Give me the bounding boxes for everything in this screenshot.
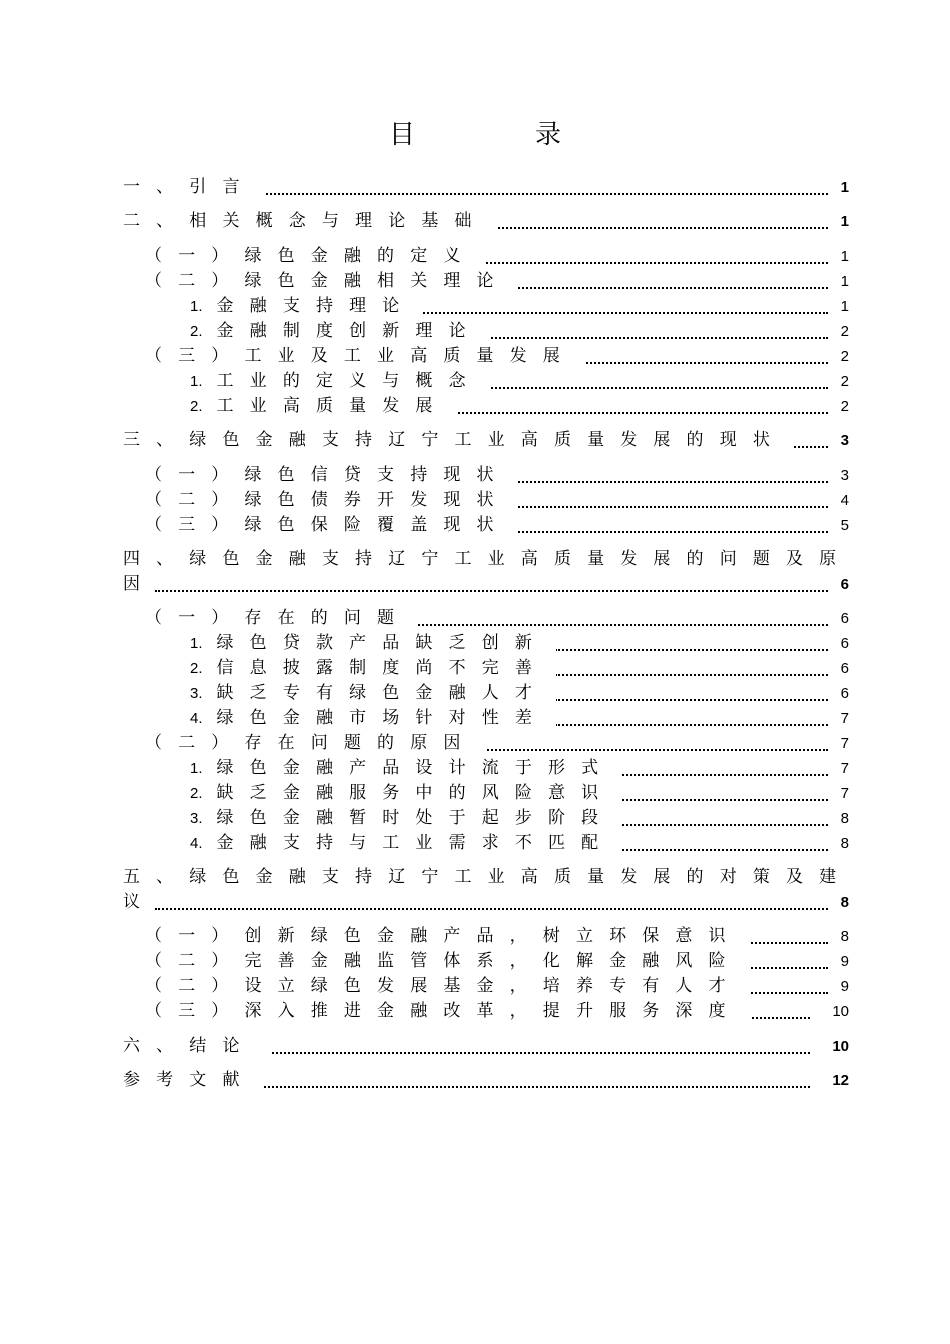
toc-page-number: 7 <box>840 735 849 752</box>
toc-page-number: 9 <box>840 953 849 970</box>
toc-leader <box>505 490 828 508</box>
toc-leader <box>555 708 828 726</box>
toc-leader <box>420 296 828 314</box>
toc-entry-text: （三）绿色保险覆盖现状 <box>145 513 518 538</box>
toc-page-number: 7 <box>840 760 849 777</box>
toc-entry-number: 1. <box>190 760 203 777</box>
toc-entry[interactable] <box>0 731 950 756</box>
toc-leader <box>488 371 828 389</box>
toc-entry-text: （三）深入推进金融改革，提升服务深度 <box>145 999 750 1024</box>
toc-entry[interactable] <box>0 706 950 731</box>
toc-entry-text: （一）创新绿色金融产品，树立环保意识 <box>145 924 750 949</box>
toc-entry[interactable] <box>0 244 950 269</box>
toc-page-number: 8 <box>840 835 849 852</box>
toc-entry-text: 绿色金融产品设计流于形式 <box>216 758 615 778</box>
toc-entry[interactable] <box>0 681 950 706</box>
toc-entry-text: （一）存在的问题 <box>145 606 418 631</box>
toc-entry[interactable] <box>0 924 950 949</box>
toc-entry[interactable] <box>0 631 950 656</box>
toc-entry[interactable] <box>0 547 950 597</box>
toc-leader <box>740 926 828 944</box>
toc-entry-text: （一）绿色金融的定义 <box>145 244 485 269</box>
toc-page-number: 7 <box>840 710 849 727</box>
toc-leader <box>255 177 828 195</box>
toc-entry-number: 2. <box>190 785 203 802</box>
toc-entry-text-continued: 议 <box>123 890 148 915</box>
toc-page-number: 1 <box>840 248 849 265</box>
toc-entry[interactable] <box>0 369 950 394</box>
toc-leader <box>740 1001 810 1019</box>
toc-leader <box>505 271 828 289</box>
toc-page-number: 10 <box>832 1038 849 1055</box>
toc-page-number: 4 <box>840 492 849 509</box>
toc-page-number: 1 <box>840 298 849 315</box>
toc-entry-number: 1. <box>190 635 203 652</box>
toc-entry[interactable] <box>0 513 950 538</box>
toc-entry[interactable] <box>0 831 950 856</box>
toc-entry-number: 1. <box>190 298 203 315</box>
toc-page-number: 8 <box>840 894 849 911</box>
toc-entry-number: 4. <box>190 710 203 727</box>
page-title <box>0 117 950 153</box>
toc-entry[interactable] <box>0 319 950 344</box>
toc-leader <box>505 515 828 533</box>
toc-page-number: 9 <box>840 978 849 995</box>
toc-entry-text: 信息披露制度尚不完善 <box>216 658 549 678</box>
toc-leader <box>790 430 828 448</box>
toc-leader <box>740 951 828 969</box>
toc-leader <box>272 1036 810 1054</box>
toc-entry[interactable] <box>0 806 950 831</box>
toc-entry-number: 4. <box>190 835 203 852</box>
toc-page-number: 2 <box>840 323 849 340</box>
toc-entry[interactable] <box>0 656 950 681</box>
toc-leader <box>622 783 828 801</box>
toc-entry-text: 四、绿色金融支持辽宁工业高质量发展的问题及原 <box>123 547 860 572</box>
toc-entry-text: 工业高质量发展 <box>216 396 449 416</box>
toc-entry-text: 一、引言 <box>123 175 264 200</box>
toc-entry-text: 参考文献 <box>123 1068 264 1093</box>
toc-page-number: 5 <box>840 517 849 534</box>
toc-leader <box>555 683 828 701</box>
toc-page-number: 2 <box>840 373 849 390</box>
toc-entry-text: 缺乏专有绿色金融人才 <box>216 683 549 703</box>
toc-entry[interactable] <box>0 269 950 294</box>
toc-entry[interactable] <box>0 949 950 974</box>
toc-entry-number: 2. <box>190 323 203 340</box>
toc-leader <box>488 321 828 339</box>
toc-entry[interactable] <box>0 175 950 200</box>
toc-entry[interactable] <box>0 1068 950 1093</box>
toc-entry[interactable] <box>0 606 950 631</box>
toc-page-number: 2 <box>840 348 849 365</box>
toc-page-number: 7 <box>840 785 849 802</box>
toc-entry[interactable] <box>0 294 950 319</box>
toc-leader <box>573 346 828 364</box>
toc-entry-number: 2. <box>190 660 203 677</box>
toc-leader <box>255 1070 810 1088</box>
toc-entry-text-continued: 因 <box>123 572 148 597</box>
toc-entry-text: 五、绿色金融支持辽宁工业高质量发展的对策及建 <box>123 865 860 890</box>
toc-leader <box>470 246 828 264</box>
toc-entry-text: 缺乏金融服务中的风险意识 <box>216 783 615 803</box>
toc-leader <box>505 465 828 483</box>
toc-entry[interactable] <box>0 344 950 369</box>
toc-entry-text: 绿色金融暂时处于起步阶段 <box>216 808 615 828</box>
toc-leader <box>155 574 828 592</box>
toc-entry-text: （一）绿色信贷支持现状 <box>145 463 518 488</box>
toc-leader <box>622 808 828 826</box>
toc-page-number: 10 <box>832 1003 849 1020</box>
toc-entry-text: 金融制度创新理论 <box>216 321 482 341</box>
toc-entry[interactable] <box>0 974 950 999</box>
toc-leader <box>622 833 828 851</box>
toc-page-number: 2 <box>840 398 849 415</box>
toc-page-number: 8 <box>840 928 849 945</box>
toc-entry-number: 3. <box>190 685 203 702</box>
toc-entry[interactable] <box>0 488 950 513</box>
toc-entry-text: （二）完善金融监管体系，化解金融风险 <box>145 949 750 974</box>
toc-page-number: 3 <box>840 432 849 449</box>
toc-page-number: 6 <box>840 610 849 627</box>
toc-entry[interactable] <box>0 756 950 781</box>
toc-page-number: 1 <box>840 213 849 230</box>
toc-page-number: 1 <box>840 179 849 196</box>
toc-entry-text: （二）存在问题的原因 <box>145 731 485 756</box>
toc-leader <box>555 658 828 676</box>
toc-leader <box>622 758 828 776</box>
toc-entry-text: （三）工业及工业高质量发展 <box>145 344 584 369</box>
toc-page-number: 6 <box>840 635 849 652</box>
toc-page-number: 12 <box>832 1072 849 1089</box>
toc-entry[interactable] <box>0 394 950 419</box>
toc-entry[interactable] <box>0 999 950 1024</box>
title-char-1: 目 <box>388 120 415 150</box>
toc-leader <box>485 211 828 229</box>
toc-entry-number: 2. <box>190 398 203 415</box>
toc-entry[interactable] <box>0 463 950 488</box>
toc-page-number: 8 <box>840 810 849 827</box>
toc-entry-text: 二、相关概念与理论基础 <box>123 209 496 234</box>
toc-leader <box>740 976 828 994</box>
toc-entry-text: 三、绿色金融支持辽宁工业高质量发展的现状 <box>123 428 794 453</box>
toc-leader <box>405 608 828 626</box>
toc-entry[interactable] <box>0 865 950 915</box>
toc-entry[interactable] <box>0 209 950 234</box>
toc-leader <box>155 892 828 910</box>
toc-leader <box>472 733 828 751</box>
toc-page-number: 6 <box>840 660 849 677</box>
toc-entry-text: （二）绿色债券开发现状 <box>145 488 518 513</box>
toc-entry-text: 六、结论 <box>123 1034 264 1059</box>
toc-page-number: 6 <box>840 685 849 702</box>
toc-leader <box>555 633 828 651</box>
title-char-2: 录 <box>535 120 562 150</box>
toc-entry-text: 绿色金融市场针对性差 <box>216 708 549 728</box>
toc-entry-text: （二）设立绿色发展基金，培养专有人才 <box>145 974 750 999</box>
toc-entry[interactable] <box>0 781 950 806</box>
toc-entry-number: 3. <box>190 810 203 827</box>
toc-entry-text: （二）绿色金融相关理论 <box>145 269 518 294</box>
toc-entry-text: 工业的定义与概念 <box>216 371 482 391</box>
toc-page-number: 3 <box>840 467 849 484</box>
toc-entry-text: 金融支持与工业需求不匹配 <box>216 833 615 853</box>
toc-leader <box>455 396 828 414</box>
toc-entry-text: 金融支持理论 <box>216 296 416 316</box>
toc-page-number: 6 <box>840 576 849 593</box>
toc-entry-number: 1. <box>190 373 203 390</box>
toc-entry-text: 绿色贷款产品缺乏创新 <box>216 633 549 653</box>
toc-page-number: 1 <box>840 273 849 290</box>
toc-entry[interactable] <box>0 1034 950 1059</box>
toc-entry[interactable] <box>0 428 950 453</box>
